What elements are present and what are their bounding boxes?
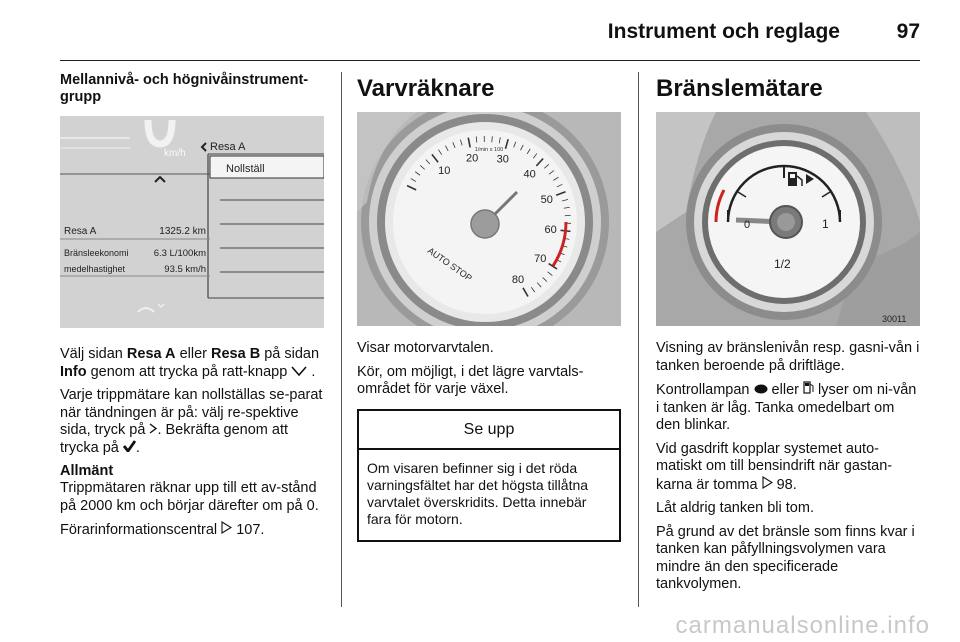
- figure-number: 30011: [882, 314, 907, 324]
- paragraph-fuel-5: På grund av det bränsle som finns kvar i tanken kan påfyllningsvolymen vara mindre än den specificerade tankvolymen.: [656, 523, 915, 592]
- chevron-down-icon: [291, 364, 307, 380]
- needle-hub: [471, 210, 499, 238]
- header-divider: [60, 60, 920, 61]
- paragraph-fuel-3: Vid gasdrift kopplar systemet auto-matiskt om till bensindrift när gastan-karna är tomma 98.: [656, 440, 893, 493]
- reset-menu-item: Nollställ: [226, 163, 265, 175]
- tachometer-label: 10: [438, 165, 451, 178]
- column-divider: [638, 72, 639, 607]
- tachometer-tick: [492, 136, 493, 142]
- fuel-pump-icon: [803, 382, 814, 398]
- display-nav-title: Resa A: [210, 141, 246, 153]
- column-left: [60, 72, 324, 546]
- paragraph-tach-1: Visar motorvarvtalen.: [357, 340, 494, 356]
- subheading-instrument-group: Mellannivå- och högnivåinstrument-grupp: [60, 72, 309, 105]
- paragraph-fuel-2: Kontrollampan eller lyser om ni-vån i tanken är låg. Tanka omedelbart om den blinkar.: [656, 382, 917, 433]
- display-row-value: 1325.2 km: [159, 226, 206, 237]
- display-row-value: 93.5 km/h: [164, 264, 206, 275]
- column-right: [656, 72, 920, 600]
- page-reference-icon: [221, 522, 232, 538]
- caution-text: Om visaren befinner sig i det röda varningsfältet har det högsta tillåtna varvtalet överskridits. Detta innebär fara för motorn.: [367, 459, 589, 527]
- tachometer-label: 20: [465, 152, 479, 165]
- tachometer-unit: 1/min x 100: [474, 147, 504, 153]
- fuel-empty-mark: 0: [744, 219, 751, 231]
- checkmark-icon: [123, 440, 136, 456]
- tachometer-image: [357, 112, 621, 326]
- page-title: Instrument och reglage: [607, 20, 840, 43]
- tachometer-label: 40: [523, 168, 536, 181]
- tachometer-label: 70: [534, 253, 547, 266]
- autostop-label: AUTO STOP: [425, 245, 474, 284]
- paragraph-fuel-1: Visning av bränslenivån resp. gasni-vån i tanken beroende på driftläge.: [656, 340, 920, 374]
- display-row-label: medelhastighet: [64, 264, 126, 274]
- general-heading: Allmänt: [60, 463, 114, 479]
- page-header: [60, 14, 920, 54]
- watermark: carmanualsonline.info: [675, 612, 930, 639]
- column-divider: [341, 72, 342, 607]
- paragraph-reset-trip: Varje trippmätare kan nollställas se-parat när tändningen är på: välj re-spektive sida, tryck på . Bekräfta genom att trycka på .: [60, 387, 323, 456]
- display-row-label: Resa A: [64, 226, 97, 237]
- tachometer-label: 60: [544, 224, 557, 237]
- tachometer-label: 80: [511, 274, 525, 287]
- caution-title: Se upp: [359, 411, 619, 450]
- paragraph-tach-2: Kör, om möjligt, i det lägre varvtals-området för varje växel.: [357, 363, 584, 397]
- section-heading-fuel-gauge: Bränslemätare: [656, 75, 823, 102]
- section-heading-tachometer: Varvräknare: [357, 75, 495, 102]
- paragraph-general: Trippmätaren räknar upp till ett av-stånd på 2000 km och börjar därefter om på 0.: [60, 480, 319, 514]
- paragraph-select-page: Välj sidan Resa A eller Resa B på sidan Info genom att trycka på ratt-knapp .: [60, 346, 320, 380]
- display-row-value: 6.3 L/100km: [153, 248, 206, 259]
- fuel-full-mark: 1: [822, 217, 829, 231]
- page-number: 97: [896, 20, 920, 43]
- tachometer-label: 30: [496, 153, 509, 166]
- paragraph-fuel-4: Låt aldrig tanken bli tom.: [656, 500, 814, 516]
- fuel-gauge-image: [656, 112, 920, 326]
- tachometer-label: 50: [540, 193, 553, 206]
- fuel-half-mark: 1/2: [774, 257, 791, 271]
- display-row-label: Bränsleekonomi: [64, 248, 129, 258]
- driver-info-display-image: [60, 116, 324, 328]
- speed-unit-label: km/h: [164, 148, 186, 159]
- paragraph-reference: Förarinformationscentral 107.: [60, 522, 265, 538]
- column-middle: [357, 72, 621, 542]
- caution-box: [357, 409, 621, 542]
- low-fuel-indicator-icon: [754, 382, 768, 398]
- page-reference-icon: [762, 477, 773, 493]
